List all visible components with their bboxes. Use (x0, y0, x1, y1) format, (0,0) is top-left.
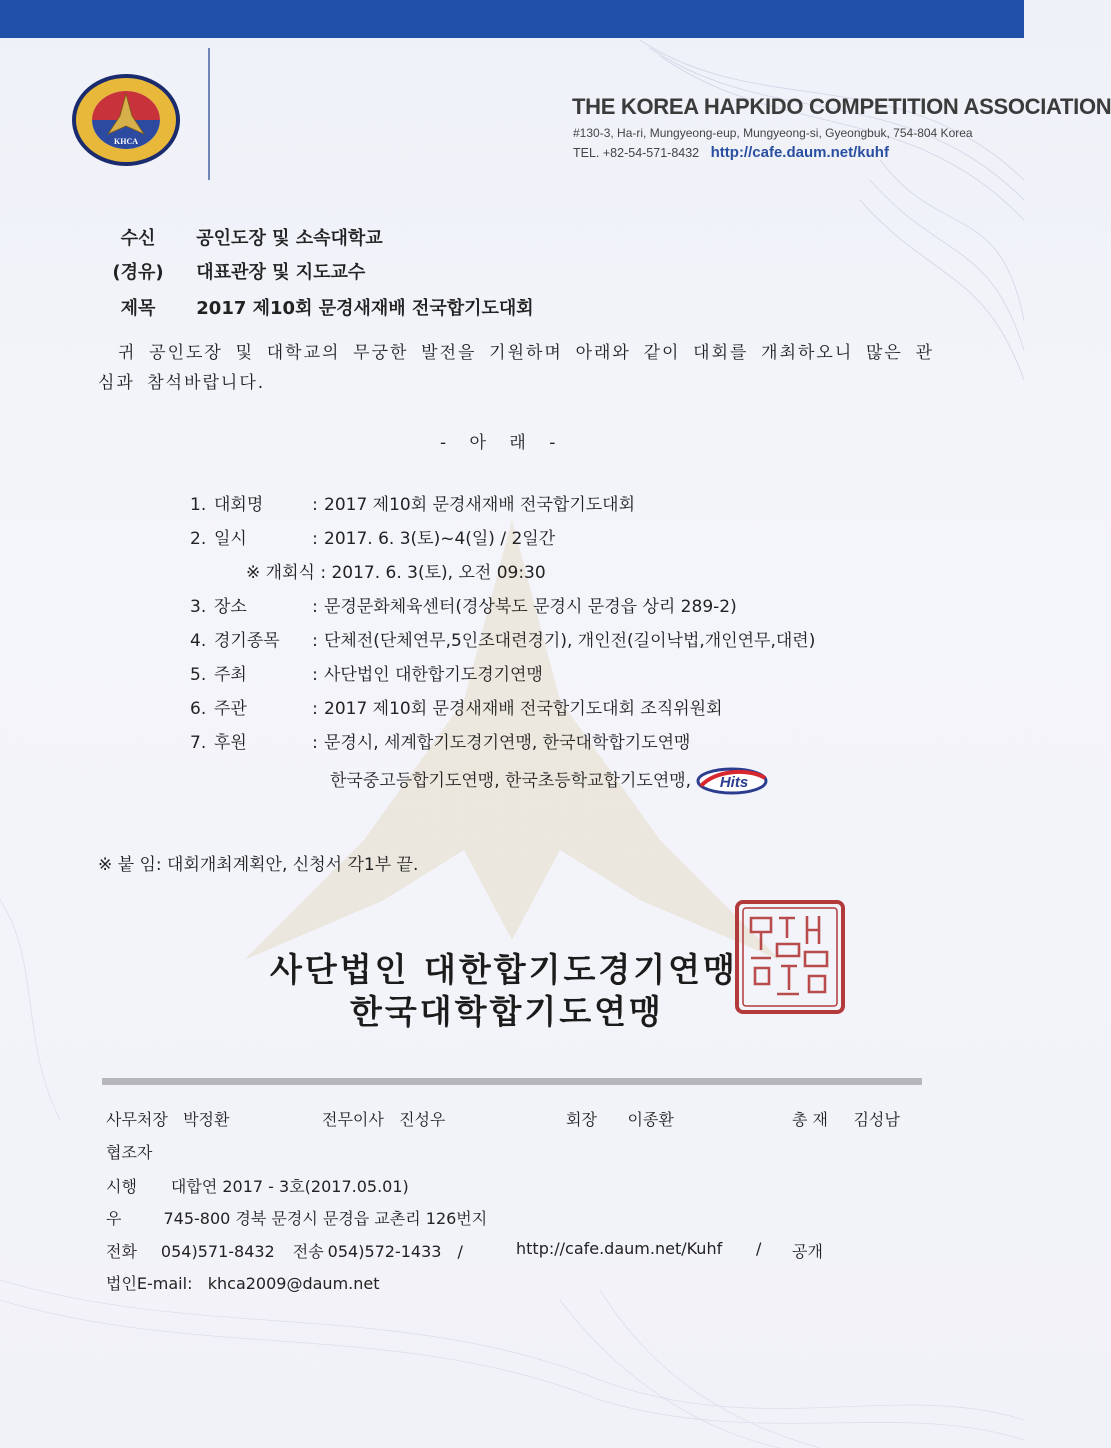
item-label: 주최 (214, 665, 247, 685)
via-row (100, 258, 365, 284)
item-label: 장소 (214, 597, 247, 617)
issue-value: 대합연 2017 - 3호(2017.05.01) (170, 1177, 409, 1196)
email-row (106, 1271, 380, 1294)
item-sponsors: 7. 후원 : 문경시, 세계합기도경기연맹, 한국대학합기도연맹 (190, 728, 690, 753)
official-role: 총 재 (792, 1110, 828, 1129)
below-heading: - 아 래 - (440, 433, 556, 453)
contact-row (106, 1239, 463, 1262)
attachment-note: ※ 붙 임: 대회개최계획안, 신청서 각1부 끝. (98, 855, 419, 875)
official-3 (566, 1107, 674, 1130)
via-label: (경유) (112, 262, 164, 283)
subject-label: 제목 (120, 298, 156, 319)
issue-row (106, 1174, 409, 1197)
top-color-bar (0, 0, 1024, 38)
item-number: 3. (190, 597, 207, 617)
email-value[interactable]: khca2009@daum.net (207, 1274, 380, 1293)
association-logo (70, 72, 182, 168)
issue-label: 시행 (106, 1177, 137, 1196)
recipient-row (100, 224, 383, 250)
site-link[interactable]: http://cafe.daum.net/Kuhf (516, 1239, 723, 1258)
item-date: 2. 일시 : 2017. 6. 3(토)~4(일) / 2일간 (190, 524, 555, 549)
item-events: 4. 경기종목 : 단체전(단체연무,5인조대련경기), 개인전(길이낙법,개인연무,대련) (190, 626, 815, 651)
footer-divider (102, 1078, 922, 1085)
logo-initials: KHCA (114, 137, 138, 146)
item-label: 주관 (214, 699, 247, 719)
official-4 (792, 1107, 900, 1130)
signature-org-2: 한국대학합기도연맹 (350, 992, 664, 1031)
cooperator-label: 협조자 (106, 1143, 153, 1162)
official-name: 이종환 (627, 1110, 674, 1129)
item-label: 대회명 (214, 495, 264, 515)
official-role: 사무처장 (106, 1110, 168, 1129)
disclosure-label: 공개 (792, 1242, 823, 1261)
fax-label: 전송 (292, 1242, 324, 1261)
header-divider (208, 48, 210, 180)
item-number: 7. (190, 733, 207, 753)
item-host: 5. 주최 : 사단법인 대한합기도경기연맹 (190, 660, 543, 685)
recipient-label: 수신 (120, 228, 156, 249)
official-seal (733, 898, 847, 1016)
official-role: 전무이사 (322, 1110, 384, 1129)
association-tel: TEL. +82-54-571-8432 (573, 146, 700, 160)
phone-label: 전화 (106, 1242, 137, 1261)
item-label: 경기종목 (214, 631, 280, 651)
official-2 (322, 1107, 445, 1130)
item-number: 2. (190, 529, 207, 549)
intro-paragraph (98, 338, 934, 398)
phone-value: 054)571-8432 (160, 1242, 275, 1261)
item-number: 5. (190, 665, 207, 685)
item-value: 문경문화체육센터(경상북도 문경시 문경읍 상리 289-2) (324, 597, 737, 617)
official-name: 박정환 (183, 1110, 230, 1129)
separator: / (756, 1239, 762, 1258)
item-value: 2017. 6. 3(토)~4(일) / 2일간 (324, 529, 556, 549)
subject-row (100, 294, 534, 320)
via-value: 대표관장 및 지도교수 (196, 262, 366, 283)
item-number: 1. (190, 495, 207, 515)
item-value: 2017 제10회 문경새재배 전국합기도대회 조직위원회 (324, 699, 723, 719)
association-contact (573, 144, 889, 161)
item-value: 문경시, 세계합기도경기연맹, 한국대학합기도연맹 (324, 733, 691, 753)
recipient-value: 공인도장 및 소속대학교 (196, 228, 383, 249)
hits-sponsor-logo (695, 766, 769, 796)
intro-text: 귀 공인도장 및 대학교의 무궁한 발전을 기원하며 아래와 같이 대회를 개최하오니 많은 관심과 참석바랍니다. (98, 343, 934, 393)
opening-ceremony: ※ 개회식 : 2017. 6. 3(토), 오전 09:30 (246, 563, 546, 583)
hits-logo-text: Hits (719, 774, 749, 791)
email-label: 법인E-mail: (106, 1274, 193, 1293)
item-label: 일시 (214, 529, 247, 549)
item-number: 4. (190, 631, 207, 651)
postal-label: 우 (106, 1209, 122, 1228)
signature-org-1: 사단법인 대한합기도경기연맹 (270, 950, 738, 989)
postal-row (106, 1206, 487, 1229)
association-url[interactable]: http://cafe.daum.net/kuhf (710, 144, 889, 161)
postal-value: 745-800 경북 문경시 문경읍 교촌리 126번지 (163, 1209, 488, 1228)
item-event-name: 1. 대회명 : 2017 제10회 문경새재배 전국합기도대회 (190, 490, 635, 515)
item-organizer: 6. 주관 : 2017 제10회 문경새재배 전국합기도대회 조직위원회 (190, 694, 723, 719)
official-role: 회장 (566, 1110, 597, 1129)
item-value: 단체전(단체연무,5인조대련경기), 개인전(길이낙법,개인연무,대련) (324, 631, 816, 651)
official-name: 진성우 (399, 1110, 446, 1129)
fax-value: 054)572-1433 (327, 1242, 442, 1261)
association-address: #130-3, Ha-ri, Mungyeong-eup, Mungyeong-si, Gyeongbuk, 754-804 Korea (573, 126, 973, 140)
wave-lines-top-right (640, 40, 1024, 380)
item-value: 사단법인 대한합기도경기연맹 (324, 665, 543, 685)
official-1 (106, 1107, 229, 1130)
item-venue: 3. 장소 : 문경문화체육센터(경상북도 문경시 문경읍 상리 289-2) (190, 592, 737, 617)
separator: / (457, 1242, 463, 1261)
sponsors-continued-text: 한국중고등합기도연맹, 한국초등학교합기도연맹, (330, 771, 692, 791)
subject-value: 2017 제10회 문경새재배 전국합기도대회 (196, 298, 534, 319)
item-number: 6. (190, 699, 207, 719)
association-name: THE KOREA HAPKIDO COMPETITION ASSOCIATION (572, 94, 1111, 119)
official-name: 김성남 (853, 1110, 900, 1129)
sponsors-continued (330, 766, 769, 796)
item-value: 2017 제10회 문경새재배 전국합기도대회 (324, 495, 636, 515)
item-label: 후원 (214, 733, 247, 753)
